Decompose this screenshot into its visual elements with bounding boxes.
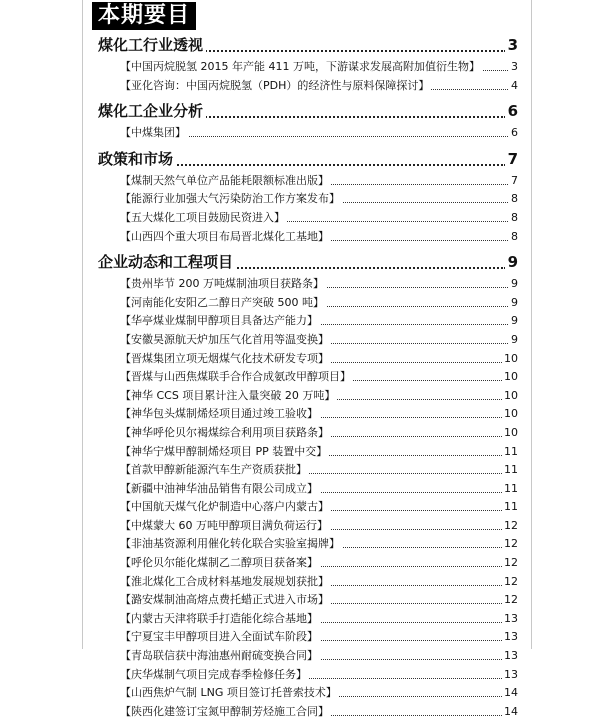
entry-page-number: 12 (504, 574, 518, 588)
toc-entry[interactable] (120, 610, 518, 629)
entry-page-number: 6 (511, 126, 518, 140)
entry-title: 【山西四个重大项目布局晋北煤化工基地】 (120, 229, 329, 243)
entry-page-number: 11 (504, 500, 518, 514)
entry-title: 【呼伦贝尔能化煤制乙二醇项目获备案】 (120, 556, 318, 570)
entry-title: 【贵州毕节 200 万吨煤制油项目获路条】 (120, 277, 324, 291)
entry-page-number: 4 (511, 78, 518, 92)
entry-page-number: 13 (504, 667, 518, 681)
toc-entry[interactable] (120, 424, 518, 443)
entry-page-number: 9 (511, 314, 518, 328)
entry-page-number: 8 (511, 229, 518, 243)
toc-section (98, 249, 518, 721)
section-page-number: 6 (505, 102, 518, 120)
toc-entry[interactable] (120, 461, 518, 480)
toc-entry[interactable] (120, 703, 518, 722)
entry-title: 【晋煤集团立项无烟煤气化技术研发专项】 (120, 351, 329, 365)
entry-title: 【潞安煤制油高熔点费托蜡正式进入市场】 (120, 593, 329, 607)
entry-page-number: 12 (504, 556, 518, 570)
toc-entry[interactable] (120, 480, 518, 499)
page-right-border (531, 0, 532, 649)
entry-title: 【宁夏宝丰甲醇项目进入全面试车阶段】 (120, 630, 318, 644)
entry-title: 【中国丙烷脱氢 2015 年产能 411 万吨，下游谋求发展高附加值衍生物】 (120, 60, 480, 73)
toc-section (98, 146, 518, 246)
toc-entry[interactable] (120, 517, 518, 536)
entry-page-number: 12 (504, 537, 518, 551)
entry-page-number: 9 (511, 277, 518, 291)
toc-entry[interactable] (120, 647, 518, 666)
entry-page-number: 10 (504, 351, 518, 365)
entry-title: 【首款甲醇新能源汽车生产资质获批】 (120, 463, 307, 477)
toc-entry[interactable] (120, 666, 518, 685)
entry-title: 【中煤蒙大 60 万吨甲醇项目满负荷运行】 (120, 518, 328, 532)
entry-page-number: 11 (504, 463, 518, 477)
toc-entry[interactable] (120, 498, 518, 517)
entry-title: 【能源行业加强大气污染防治工作方案发布】 (120, 192, 340, 206)
entry-title: 【山西焦炉气制 LNG 项目签订托普索技术】 (120, 686, 337, 700)
toc-entry[interactable] (120, 275, 518, 294)
entry-title: 【晋煤与山西焦煤联手合作合成氨改甲醇项目】 (120, 370, 351, 384)
toc-section-heading[interactable] (98, 32, 518, 58)
toc-entry[interactable] (120, 405, 518, 424)
entry-page-number: 14 (504, 686, 518, 700)
entry-title: 【安徽昊源航天炉加压气化首用等温变换】 (120, 332, 329, 346)
entry-page-number: 7 (511, 173, 518, 187)
toc-section-heading[interactable] (98, 98, 518, 124)
toc-section (98, 98, 518, 143)
toc-entry[interactable] (120, 684, 518, 703)
entry-title: 【五大煤化工项目鼓励民资进入】 (120, 210, 285, 224)
toc-entry[interactable] (120, 331, 518, 350)
entry-page-number: 12 (504, 593, 518, 607)
toc-entry[interactable] (120, 209, 518, 228)
toc-section-heading[interactable] (98, 249, 518, 275)
entry-title: 【煤制天然气单位产品能耗限额标准出版】 (120, 173, 329, 187)
entry-title: 【神华 CCS 项目累计注入量突破 20 万吨】 (120, 388, 336, 402)
entry-title: 【神华呼伦贝尔褐煤综合利用项目获路条】 (120, 425, 329, 439)
table-of-contents (98, 32, 518, 724)
toc-entry[interactable] (120, 124, 518, 143)
entry-title: 【河南能化安阳乙二醇日产突破 500 吨】 (120, 295, 324, 309)
entry-title: 【青岛联信获中海油惠州耐硫变换合同】 (120, 649, 318, 663)
toc-entry[interactable] (120, 190, 518, 209)
entry-page-number: 11 (504, 481, 518, 495)
entry-page-number: 13 (504, 611, 518, 625)
entry-page-number: 13 (504, 630, 518, 644)
section-title: 煤化工行业透视 (98, 36, 206, 54)
entry-page-number: 10 (504, 388, 518, 402)
toc-entry[interactable] (120, 387, 518, 406)
entry-page-number: 10 (504, 425, 518, 439)
toc-entry[interactable] (120, 554, 518, 573)
toc-entry[interactable] (120, 628, 518, 647)
entry-title: 【中国航天煤气化炉制造中心落户内蒙古】 (120, 500, 329, 514)
section-title: 企业动态和工程项目 (98, 253, 236, 271)
entry-page-number: 12 (504, 518, 518, 532)
toc-entry[interactable] (120, 77, 518, 96)
entry-title: 【新疆中油神华油品销售有限公司成立】 (120, 481, 318, 495)
section-page-number: 3 (505, 36, 518, 54)
entry-title: 【华亭煤业煤制甲醇项目具备达产能力】 (120, 314, 318, 328)
toc-entry[interactable] (120, 172, 518, 191)
section-page-number: 9 (505, 253, 518, 271)
section-page-number: 7 (505, 150, 518, 168)
entry-page-number: 11 (504, 444, 518, 458)
toc-entry[interactable] (120, 294, 518, 313)
toc-entry[interactable] (120, 312, 518, 331)
toc-section (98, 32, 518, 95)
entry-page-number: 8 (511, 192, 518, 206)
entry-title: 【神华宁煤甲醇制烯烃项目 PP 装置中交】 (120, 444, 328, 458)
entry-title: 【陕西化建签订宝氮甲醇制芳烃施工合同】 (120, 704, 329, 718)
toc-entry[interactable] (120, 350, 518, 369)
entry-title: 【亚化咨询：中国丙烷脱氢（PDH）的经济性与原料保障探讨】 (120, 78, 430, 92)
entry-page-number: 10 (504, 407, 518, 421)
entry-title: 【庆华煤制气项目完成春季检修任务】 (120, 667, 307, 681)
entry-page-number: 14 (504, 704, 518, 718)
toc-entry[interactable] (120, 443, 518, 462)
toc-entry[interactable] (120, 228, 518, 247)
entry-title: 【神华包头煤制烯烃项目通过竣工验收】 (120, 407, 318, 421)
toc-entry[interactable] (120, 58, 518, 77)
entry-title: 【淮北煤化工合成材料基地发展规划获批】 (120, 574, 329, 588)
toc-entry[interactable] (120, 535, 518, 554)
entry-page-number: 13 (504, 649, 518, 663)
entry-title: 【内蒙古天津将联手打造能化综合基地】 (120, 611, 318, 625)
entry-page-number: 9 (511, 295, 518, 309)
entry-title: 【中煤集团】 (120, 126, 186, 140)
toc-entry[interactable] (120, 591, 518, 610)
page-title: 本期要目 (92, 2, 196, 30)
entry-page-number: 9 (511, 332, 518, 346)
section-title: 煤化工企业分析 (98, 102, 206, 120)
entry-page-number: 8 (511, 210, 518, 224)
entry-page-number: 10 (504, 370, 518, 384)
page-left-border (82, 0, 83, 649)
section-title: 政策和市场 (98, 150, 176, 168)
entry-page-number: 3 (511, 60, 518, 73)
toc-entry[interactable] (120, 368, 518, 387)
entry-title: 【非油基资源利用催化转化联合实验室揭牌】 (120, 537, 340, 551)
toc-entry[interactable] (120, 573, 518, 592)
toc-section-heading[interactable] (98, 146, 518, 172)
